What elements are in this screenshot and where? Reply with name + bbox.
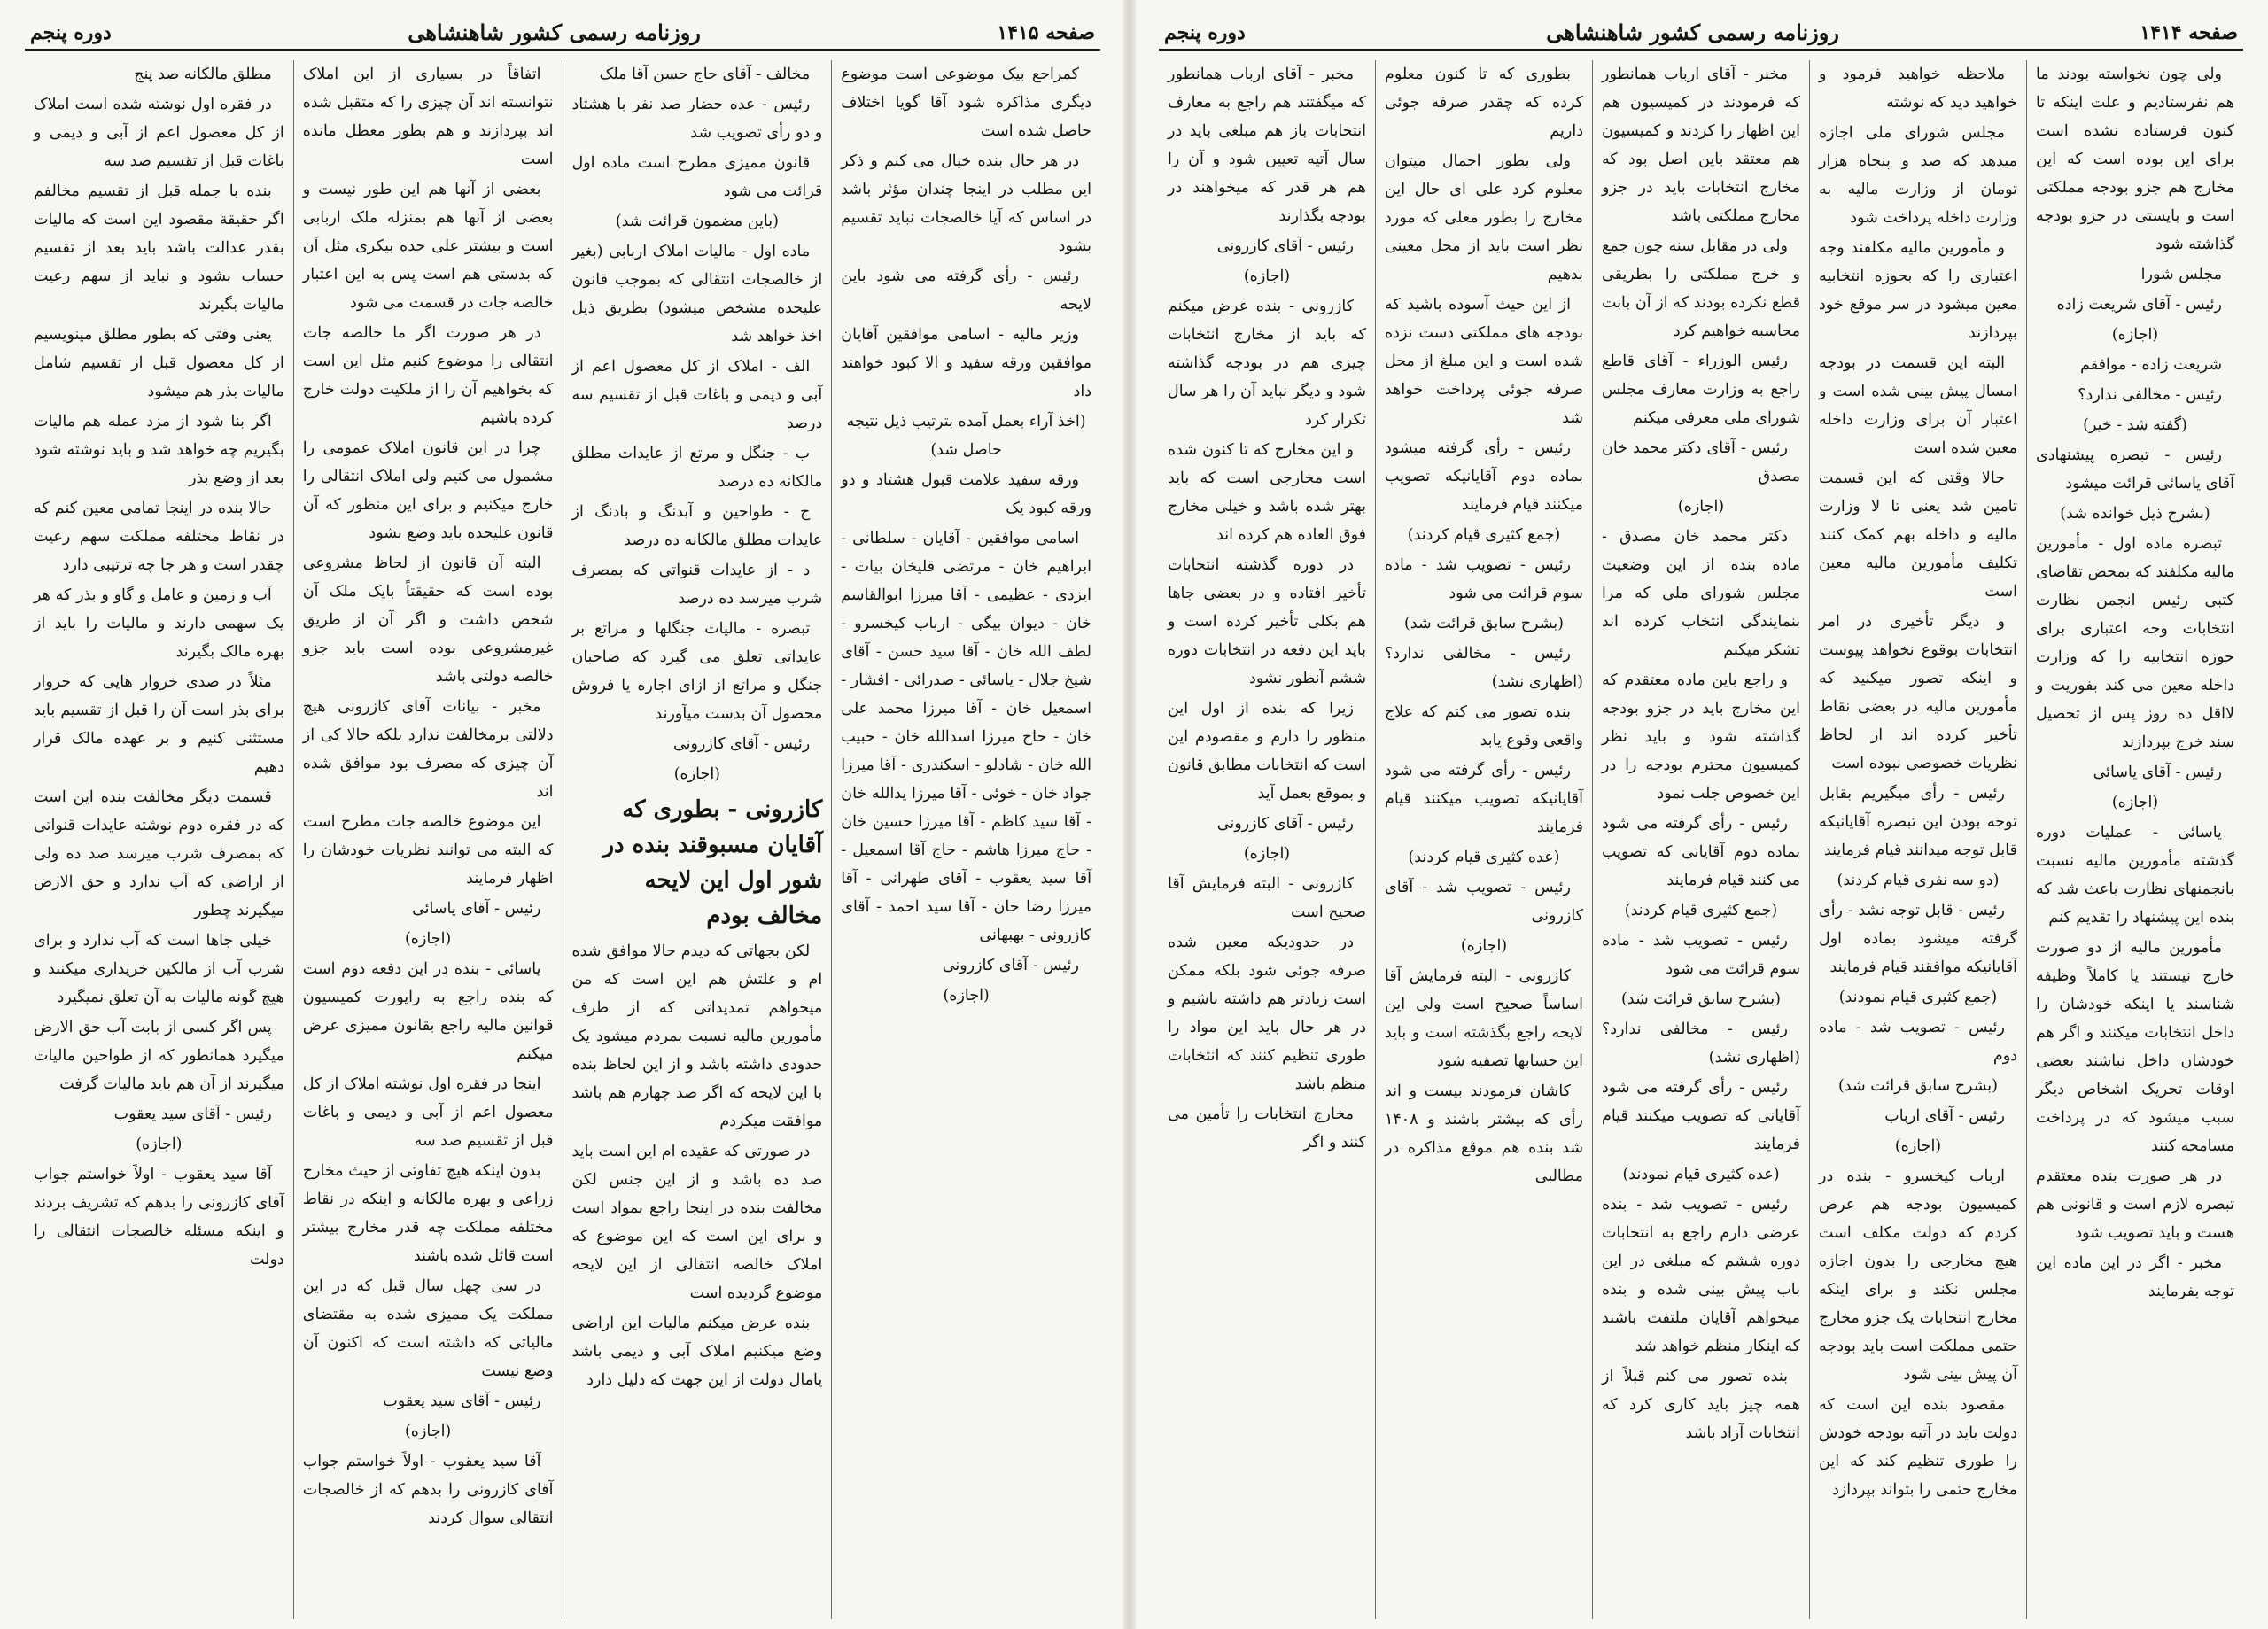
paragraph: اگر بنا شود از مزد عمله هم مالیات بگیریم چه خواهد شد و باید نوشته شود بعد از وضع بذر xyxy=(34,413,284,487)
paragraph: در فقره اول نوشته شده است املاک از کل معصول اعم از آبی و دیمی و باغات قبل از تقسیم صد سه xyxy=(34,96,284,170)
procedural-note: (اجازه) xyxy=(136,1136,183,1153)
paragraph: رئیس - تصویب شد - آقای کازرونی xyxy=(1385,879,1583,925)
paragraph: رئیس - آقای یاسائی xyxy=(2093,764,2222,781)
paragraph: رئیس - تبصره پیشنهادی آقای یاسائی قرائت میشود xyxy=(2036,446,2234,493)
newspaper-title: روزنامه رسمی کشور شاهنشاهی xyxy=(408,19,701,45)
paragraph: در دوره گذشته انتخابات تأخیر افتاده و در بعضی جاها هم بکلی تأخیر کرده است و باید این دفعه در انتخابات دوره ششم آنطور نشود xyxy=(1168,556,1366,687)
paragraph: رئیس - رأی گرفته می شود آقایانیکه تصویب میکنند قیام فرمایند xyxy=(1385,762,1583,836)
paragraph: ولی در مقابل سنه چون جمع و خرج مملکتی را بطریقی قطع نکرده بودند که از آن بابت محاسبه خواهیم کرد xyxy=(1602,237,1800,340)
paragraph: مخبر - اگر در این ماده این توجه بفرمایند xyxy=(2036,1254,2234,1300)
paragraph: در هر حال بنده خیال می کنم و ذکر این مطلب در اینجا چندان مؤثر باشد در اساس که آیا خالصجات نباید تقسیم بشود xyxy=(841,152,1091,255)
paragraph: حالا بنده در اینجا تمامی معین کنم که در نقاط مختلفه مملکت سهم رعیت چقدر است و هر جا چه ترتیبی دارد xyxy=(34,500,284,574)
paragraph: رئیس - تصویب شد - ماده سوم قرائت می شود xyxy=(1602,932,1800,978)
procedural-note: (بشرح سابق قرائت شد) xyxy=(1837,1077,1999,1095)
procedural-note: (بشرح سابق قرائت شد) xyxy=(1620,990,1782,1008)
text-column xyxy=(563,60,832,1619)
procedural-note: (اخذ آراء بعمل آمده بترتیب ذیل نتیجه حاصل شد) xyxy=(846,413,1086,459)
paragraph: زیرا که بنده از اول این منظور را دارم و مقصودم این است که انتخابات مطابق قانون و بموقع بعمل آید xyxy=(1168,700,1366,803)
paragraph: مخبر - آقای ارباب همانطور که میگفتند هم راجع به معارف انتخابات باز هم مبلغی باید در سال آتیه تعیین شود و آن را هم هر قدر که میخواهند در بودجه بگذارند xyxy=(1168,66,1366,225)
paragraph: کازرونی - بنده عرض میکنم که باید از مخارج انتخابات چیزی هم در بودجه گذاشته شود و دیگر نباید آن را هر سال تکرار کرد xyxy=(1168,298,1366,429)
paragraph: و راجع باین ماده معتقدم که این مخارج باید در جزو بودجه گذاشته شود و باید نظر کمیسیون محترم بودجه را در این خصوص جلب نمود xyxy=(1602,671,1800,803)
text-column xyxy=(831,60,1100,1619)
paragraph: آب و زمین و عامل و گاو و بذر که هر یک سهمی دارند و مالیات را باید از بهره مالک بگیرند xyxy=(34,586,284,661)
procedural-note: (بشرح سابق قرائت شد) xyxy=(1403,615,1565,632)
paragraph: رئیس - آقای کازرونی xyxy=(673,735,811,753)
page-left xyxy=(0,0,1125,1629)
paragraph: بنده با جمله قبل از تقسیم مخالفم اگر حقیقة مقصود این است که مالیات بقدر عدالت باشد باید بعد از تقسیم حساب بشود و نباید از سهم رعیت مالیات بگیرند xyxy=(34,182,284,314)
procedural-note: (جمع کثیری قیام نمودند) xyxy=(1838,989,1998,1006)
paragraph: در حدودیکه معین شده صرفه جوئی شود بلکه ممکن است زیادتر هم داشته باشیم و در هر حال باید این مواد را طوری تنظیم کنند که انتخابات منظم باشد xyxy=(1168,934,1366,1093)
volume-label: دوره پنجم xyxy=(1164,20,1246,44)
paragraph: مطلق مالکانه صد پنج xyxy=(134,66,272,83)
paragraph: چرا در این قانون املاک عمومی را مشمول می کنیم ولی املاک انتقالی را خارج میکنیم و برای این منظور که آن قانون علیحده باید وضع بشود xyxy=(302,439,554,542)
procedural-note: (جمع کثیری قیام کردند) xyxy=(1407,526,1561,544)
paragraph: مجلس شورای ملی اجازه میدهد که صد و پنجاه هزار تومان از وزارت مالیه به وزارت داخله پرداخت شود xyxy=(1819,124,2017,227)
paragraph: رئیس - تصویب شد - ماده سوم قرائت می شود xyxy=(1385,556,1583,602)
paragraph: یاسائی - عملیات دوره گذشته مأمورین مالیه نسبت بانجمنهای نظارت باعث شد که بنده این پیشنهاد را تقدیم کنم xyxy=(2036,824,2234,927)
masthead-left xyxy=(25,16,1100,51)
paragraph: رئیس - رأی گرفته می شود بماده دوم آقایانی که تصویب می کنند قیام فرمایند xyxy=(1602,815,1800,889)
paragraph: رئیس - رأی گرفته میشود بماده دوم آقایانیکه تصویب میکنند قیام فرمایند xyxy=(1385,439,1583,514)
paragraph: وزیر مالیه - اسامی موافقین آقایان موافقین ورقه سفید و الا کبود خواهند داد xyxy=(841,326,1091,400)
paragraph: مخبر - آقای ارباب همانطور که فرمودند در کمیسیون هم این اظهار را کردند و کمیسیون هم معتقد باین اصل بود که مخارج انتخابات باید در جزو مخارج مملکتی باشد xyxy=(1602,66,1800,225)
paragraph: رئیس - مخالفی ندارد؟ (اظهاری نشد) xyxy=(1602,1020,1800,1067)
paragraph: رئیس - آقای سید یعقوب xyxy=(383,1392,541,1410)
paragraph: در هر صورت بنده معتقدم تبصره لازم است و قانونی هم هست و باید تصویب شود xyxy=(2036,1167,2234,1242)
text-column xyxy=(1159,60,1375,1619)
paragraph: رئیس - آقای یاسائی xyxy=(412,900,541,918)
page-number: صفحه ۱۴۱۵ xyxy=(997,20,1095,44)
paragraph: رئیس الوزراء - آقای قاطع راجع به وزارت معارف مجلس شورای ملی معرفی میکنم xyxy=(1602,353,1800,427)
paragraph: مخبر - بیانات آقای کازرونی هیچ دلالتی برمخالفت ندارد بلکه حالا کی از آن چیزی که مصرف بود موافق شده اند xyxy=(302,698,554,801)
paragraph: شریعت زاده - موافقم xyxy=(2080,356,2222,374)
paragraph: بعضی از آنها هم این طور نیست و بعضی از آنها هم بمنزله ملک اربابی است و بیشتر علی حده بیکری مثل آن که بدستی هم است پس به این اعتبار خالصه جات در قسمت می شود xyxy=(302,181,554,312)
paragraph: ورقه سفید علامت قبول هشتاد و دو ورقه کبود یک xyxy=(841,471,1091,517)
text-column xyxy=(293,60,563,1619)
procedural-note: (اجازه) xyxy=(2111,326,2159,344)
paragraph: رئیس - مخالفی ندارد؟ (اظهاری نشد) xyxy=(1385,645,1583,691)
paragraph: در هر صورت اگر ما خالصه جات انتقالی را موضوع کنیم مثل این است که بخواهیم آن را از ملکیت دولت خارج کرده باشیم xyxy=(302,324,554,427)
paragraph: مأمورین مالیه از دو صورت خارج نیستند یا کاملاً وظیفه شناسند یا اینکه خودشان را داخل انتخابات میکنند و اگر هم خودشان داخل نباشند بعضی اوقات تحریک اشخاص دیگر سبب میشود که در پرداخت مسامحه کنند xyxy=(2036,939,2234,1155)
paragraph: کاشان فرمودند بیست و اند رأی که بیشتر باشند و ۱۴۰۸ شد بنده هم موقع مذاکره در مطالبی xyxy=(1385,1082,1583,1185)
procedural-note: (اجازه) xyxy=(1460,937,1508,955)
text-column xyxy=(1375,60,1592,1619)
procedural-note: (گفته شد - خیر) xyxy=(2083,416,2187,434)
text-columns-right xyxy=(1159,60,2243,1619)
paragraph: بنده تصور می کنم که علاج واقعی وقوع یابد xyxy=(1385,703,1583,749)
paragraph: قانون ممیزی مطرح است ماده اول قرائت می شود xyxy=(571,154,823,200)
paragraph: در صورتی که عقیده ام این است باید صد ده باشد و از این جنس لکن مخالفت بنده در اینجا راجع بمواد است و برای این است که این موضوع که املاک خالصه انتقالی از این لایحه موضوع گردیده است xyxy=(571,1143,823,1302)
paragraph: ولی چون نخواسته بودند ما هم نفرستادیم و علت اینکه تا کنون فرستاده نشده است برای این بوده است که این مخارج هم جزو بودجه مملکتی است و بایستی در جزو بودجه گذاشته شود xyxy=(2036,66,2234,253)
procedural-note: (اجازه) xyxy=(404,930,452,948)
procedural-note: (جمع کثیری قیام کردند) xyxy=(1624,902,1778,919)
procedural-note: (اجازه) xyxy=(404,1423,452,1440)
paragraph: الف - املاک از کل معصول اعم از آبی و دیمی و باغات قبل از تقسیم سه درصد xyxy=(571,358,823,432)
text-column xyxy=(1592,60,1809,1619)
text-column xyxy=(1809,60,2026,1619)
paragraph: رئیس - آقای کازرونی xyxy=(1216,815,1354,833)
paragraph: مقصود بنده این است که دولت باید در آتیه بودجه خودش را طوری تنظیم کند که این مخارج حتمی را بتواند بپردازد xyxy=(1819,1396,2017,1499)
paragraph: البته این قسمت در بودجه امسال پیش بینی شده است و اعتبار آن برای وزارت داخله معین شده است xyxy=(1819,354,2017,457)
paragraph: مثلاً در صدی خروار هایی که خروار برای بذر است آن را قبل از تقسیم باید مستثنی کنیم و بر عهده مالک قرار دهیم xyxy=(34,673,284,776)
paragraph: بطوری که تا کنون معلوم کرده که چقدر صرفه جوئی داریم xyxy=(1385,66,1583,140)
masthead-right xyxy=(1159,16,2243,51)
paragraph: ج - طواحین و آبدنگ و بادنگ از عایدات مطلق مالکانه ده درصد xyxy=(571,503,823,549)
paragraph: مخالف - آقای حاج حسن آقا ملک xyxy=(599,66,811,83)
paragraph: از این حیث آسوده باشید که بودجه های مملکتی دست نزده شده است و این مبلغ از محل صرفه جوئی پرداخت خواهد شد xyxy=(1385,296,1583,427)
paragraph: مجلس شورا xyxy=(2140,266,2222,283)
procedural-note: (اجازه) xyxy=(2111,794,2159,811)
paragraph: رئیس - قابل توجه نشد - رأی گرفته میشود بماده اول آقایانیکه موافقند قیام فرمایند xyxy=(1819,902,2017,976)
newspaper-title: روزنامه رسمی کشور شاهنشاهی xyxy=(1546,19,1839,45)
procedural-note: (بشرح ذیل خوانده شد) xyxy=(2060,505,2210,523)
paragraph: اینجا در فقره اول نوشته املاک از کل معصول اعم از آبی و دیمی و باغات قبل از تقسیم صد سه xyxy=(302,1075,554,1150)
paragraph: ملاحظه خواهید فرمود و خواهید دید که نوشته xyxy=(1819,66,2017,112)
paragraph: خیلی جاها است که آب ندارد و برای شرب آب از مالکین خریداری میکنند و هیچ گونه مالیات به آن تعلق نمیگیرد xyxy=(34,932,284,1006)
paragraph: کازرونی - البته فرمایش آقا صحیح است xyxy=(1168,875,1366,921)
paragraph: بدون اینکه هیچ تفاوتی از حیث مخارج زراعی و بهره مالکانه و اینکه در نقاط مختلفه مملکت چه قدر مخارج بیشتر است قائل شده باشند xyxy=(302,1162,554,1265)
paragraph: دکتر محمد خان مصدق - ماده بنده از این وضعیت مجلس شورای ملی که مرا بنمایندگی انتخاب کرده اند تشکر میکنم xyxy=(1602,528,1800,659)
paragraph: در سی چهل سال قبل که در این مملکت یک ممیزی شده به مقتضای مالیاتی که داشته است که اکنون آن وضع نیست xyxy=(302,1277,554,1380)
paragraph: این موضوع خالصه جات مطرح است که البته می توانند نظریات خودشان را اظهار فرمایند xyxy=(302,813,554,888)
paragraph: رئیس - تصویب شد - ماده دوم xyxy=(1819,1019,2017,1065)
paragraph: آقا سید یعقوب - اولاً خواستم جواب آقای کازرونی را بدهم که از خالصجات انتقالی سوال کردند xyxy=(302,1453,554,1527)
paragraph: رئیس - آقای دکتر محمد خان مصدق xyxy=(1602,439,1800,485)
paragraph: رئیس - مخالفی ندارد؟ xyxy=(2078,386,2222,404)
paragraph: رئیس - آقای سید یعقوب xyxy=(113,1105,272,1123)
paragraph: و این مخارج که تا کنون شده است مخارجی است که باید بهتر شده باشد و خیلی مخارج فوق العاده هم کرده اند xyxy=(1168,441,1366,544)
text-column xyxy=(25,60,293,1619)
paragraph: لکن بجهاتی که دیدم حالا موافق شده ام و علتش هم این است که من میخواهم تمدیداتی که از طرف مأمورین مالیه نسبت بمردم میشود یک حدودی داشته باشد و از این لحاظ بنده با این لایحه که اگر صد چهارم هم باشد موافقت میکردم xyxy=(571,942,823,1130)
paragraph: حالا وقتی که این قسمت تامین شد یعنی تا لا وزارت مالیه و داخله بهم کمک کنند تکلیف مأمورین مالیه معین است xyxy=(1819,469,2017,601)
paragraph: و مأمورین مالیه مکلفند وجه اعتباری را که بحوزه انتخابیه معین میشود در سر موقع خود بپردازند xyxy=(1819,239,2017,342)
page-number: صفحه ۱۴۱۴ xyxy=(2140,20,2238,44)
procedural-note: (اجازه) xyxy=(1243,845,1291,863)
paragraph: رئیس - آقای کازرونی xyxy=(942,957,1079,974)
paragraph: رئیس - آقای کازرونی xyxy=(1216,237,1354,255)
procedural-note: (اجازه) xyxy=(943,987,990,1005)
paragraph: تبصره - مالیات جنگلها و مراتع بر عایداتی تعلق می گیرد که صاحبان جنگل و مراتع از ازای اجاره یا فروش محصول آن بدست میآورند xyxy=(571,620,823,723)
procedural-note: (اجازه) xyxy=(1243,268,1291,285)
paragraph: کازرونی - البته فرمایش آقا اساساً صحیح است ولی این لایحه راجع بگذشته است و باید این حسابها تصفیه شود xyxy=(1385,967,1583,1070)
speaker-heading: کازرونی - بطوری که آقایان مسبوقند بنده در شور اول این لایحه مخالف بودم xyxy=(602,796,823,929)
paragraph: اتفاقاً در بسیاری از این املاک نتوانسته اند آن چیزی را که متقبل شده اند بپردازند و هم بطور معطل مانده است xyxy=(302,66,554,168)
volume-label: دوره پنجم xyxy=(30,20,112,44)
paragraph: ولی بطور اجمال میتوان معلوم کرد علی ای حال این مخارج را بطور معلی که مورد نظر است باید از محل معینی بدهیم xyxy=(1385,152,1583,283)
paragraph: رئیس - رأی میگیریم بقابل توجه بودن این تبصره آقایانیکه قابل توجه میدانند قیام فرمایند xyxy=(1819,785,2017,859)
page-right xyxy=(1134,0,2268,1629)
procedural-note: (دو سه نفری قیام کردند) xyxy=(1837,872,2000,889)
paragraph: رئیس - رأی گرفته می شود باین لایحه xyxy=(841,268,1091,314)
paragraph: کمراجع بیک موضوعی است موضوع دیگری مذاکره شود آقا گویا اختلاف حاصل شده است xyxy=(841,66,1091,140)
procedural-note: (اجازه) xyxy=(1894,1137,1942,1155)
paragraph: رئیس - آقای شریعت زاده xyxy=(2056,296,2222,314)
procedural-note: (اجازه) xyxy=(673,765,721,783)
text-column xyxy=(2026,60,2243,1619)
paragraph: یاسائی - بنده در این دفعه دوم است که بنده راجع به راپورت کمیسیون قوانین مالیه راجع بقانون ممیزی عرض میکنم xyxy=(302,960,554,1063)
paragraph: مخارج انتخابات را تأمین می کنند و اگر xyxy=(1168,1105,1366,1152)
paragraph: ب - جنگل و مرتع از عایدات مطلق مالکانه ده درصد xyxy=(571,445,823,491)
paragraph: البته آن قانون از لحاظ مشروعی بوده است که حقیقتاً بایک ملک آن شخص داشت و اگر آن از طریق غیرمشروعی بوده است باید جزو خالصه دولتی باشد xyxy=(302,555,554,686)
paragraph: رئیس - تصویب شد - بنده عرضی دارم راجع به انتخابات دوره ششم که مبلغی در این باب پیش بینی شده و بنده میخواهم آقایان ملتفت باشند که اینکار منظم خواهد شد xyxy=(1602,1196,1800,1355)
paragraph: رئیس - آقای ارباب xyxy=(1884,1107,2005,1125)
paragraph: اسامی موافقین - آقایان - سلطانی - ابراهیم خان - مرتضی قلیخان بیات - ایزدی - عظیمی - آقا میرزا ابوالقاسم خان - دیوان بیگی - ارباب کیخسرو - لطف الله خان - آقا سید حسن - آقای شیخ جلال - یاسائی - صدرائی - افشار - اسمعیل خان - آقا میرزا محمد علی خان - حاج میرزا اسدالله خان - حبیب الله خان - شادلو - اسکندری - آقا میرزا جواد خان - خوئی - آقا میرزا یدالله خان - آقا سید کاظم - آقا میرزا حسین خان - حاج میرزا هاشم - حاج آقا اسمعیل - آقا سید یعقوب - آقای طهرانی - آقا میرزا رضا خان - آقا سید احمد - آقای کازرونی - بهبهانی xyxy=(841,530,1091,944)
paragraph: پس اگر کسی از بابت آب حق الارض میگیرد همانطور که از طواحین مالیات میگیرند از آن هم باید مالیات گرفت xyxy=(34,1019,284,1093)
paragraph: بنده تصور می کنم قبلاً از همه چیز باید کاری کرد که انتخابات آزاد باشد xyxy=(1602,1368,1800,1442)
paragraph: تبصره ماده اول - مأمورین مالیه مکلفند که بمحض تقاضای کتبی رئیس انجمن نظارت انتخابات وجه اعتباری برای حوزه انتخابیه را که وزارت داخله معین می کند بفوریت و لااقل ده روز پس از تحصیل سند خرج بپردازند xyxy=(2036,535,2234,751)
procedural-note: (باین مضمون قرائت شد) xyxy=(615,213,779,230)
paragraph: ماده اول - مالیات املاک اربابی (بغیر از خالصجات انتقالی که بموجب قانون علیحده مشخص میشود) بطریق ذیل اخذ خواهد شد xyxy=(571,243,823,345)
paragraph: و دیگر تأخیری در امر انتخابات بوقوع نخواهد پیوست و اینکه تصور میکنید که مأمورین مالیه در بعضی نقاط تأخیر کرده اند از لحاظ نظریات خصوصی نبوده است xyxy=(1819,613,2017,772)
paragraph: بنده عرض میکنم مالیات این اراضی وضع میکنیم املاک آبی و دیمی باشد یامال دولت از این جهت که دلیل دارد xyxy=(571,1315,823,1389)
paragraph: رئیس - عده حضار صد نفر با هشتاد و دو رأی تصویب شد xyxy=(571,96,823,142)
paragraph: یعنی وقتی که بطور مطلق مینویسیم از کل معصول قبل از تقسیم شامل مالیات بذر هم میشود xyxy=(34,326,284,400)
paragraph: رئیس - رأی گرفته می شود آقایانی که تصویب میکنند قیام فرمایند xyxy=(1602,1079,1800,1153)
paragraph: ارباب کیخسرو - بنده در کمیسیون بودجه هم عرض کردم که دولت مکلف است هیچ مخارجی را بدون اجازه مجلس نکند و برای اینکه مخارج انتخابات یک جزو مخارج حتمی مملکت است باید بودجه آن پیش بینی شود xyxy=(1819,1167,2017,1384)
procedural-note: (عده کثیری قیام کردند) xyxy=(1408,849,1560,866)
procedural-note: (عده کثیری قیام نمودند) xyxy=(1622,1166,1780,1183)
paragraph: قسمت دیگر مخالفت بنده این است که در فقره دوم نوشته عایدات قنواتی که بمصرف شرب میرسد صد ده ولی از اراضی که آب ندارد و حق الارض میگیرند چطور xyxy=(34,788,284,919)
paragraph: د - از عایدات قنواتی که بمصرف شرب میرسد ده درصد xyxy=(571,562,823,608)
text-columns-left xyxy=(25,60,1100,1619)
procedural-note: (اجازه) xyxy=(1677,498,1725,516)
paragraph: آقا سید یعقوب - اولاً خواستم جواب آقای کازرونی را بدهم که تشریف بردند و اینکه مسئله خالصجات انتقالی را دولت xyxy=(34,1166,284,1268)
